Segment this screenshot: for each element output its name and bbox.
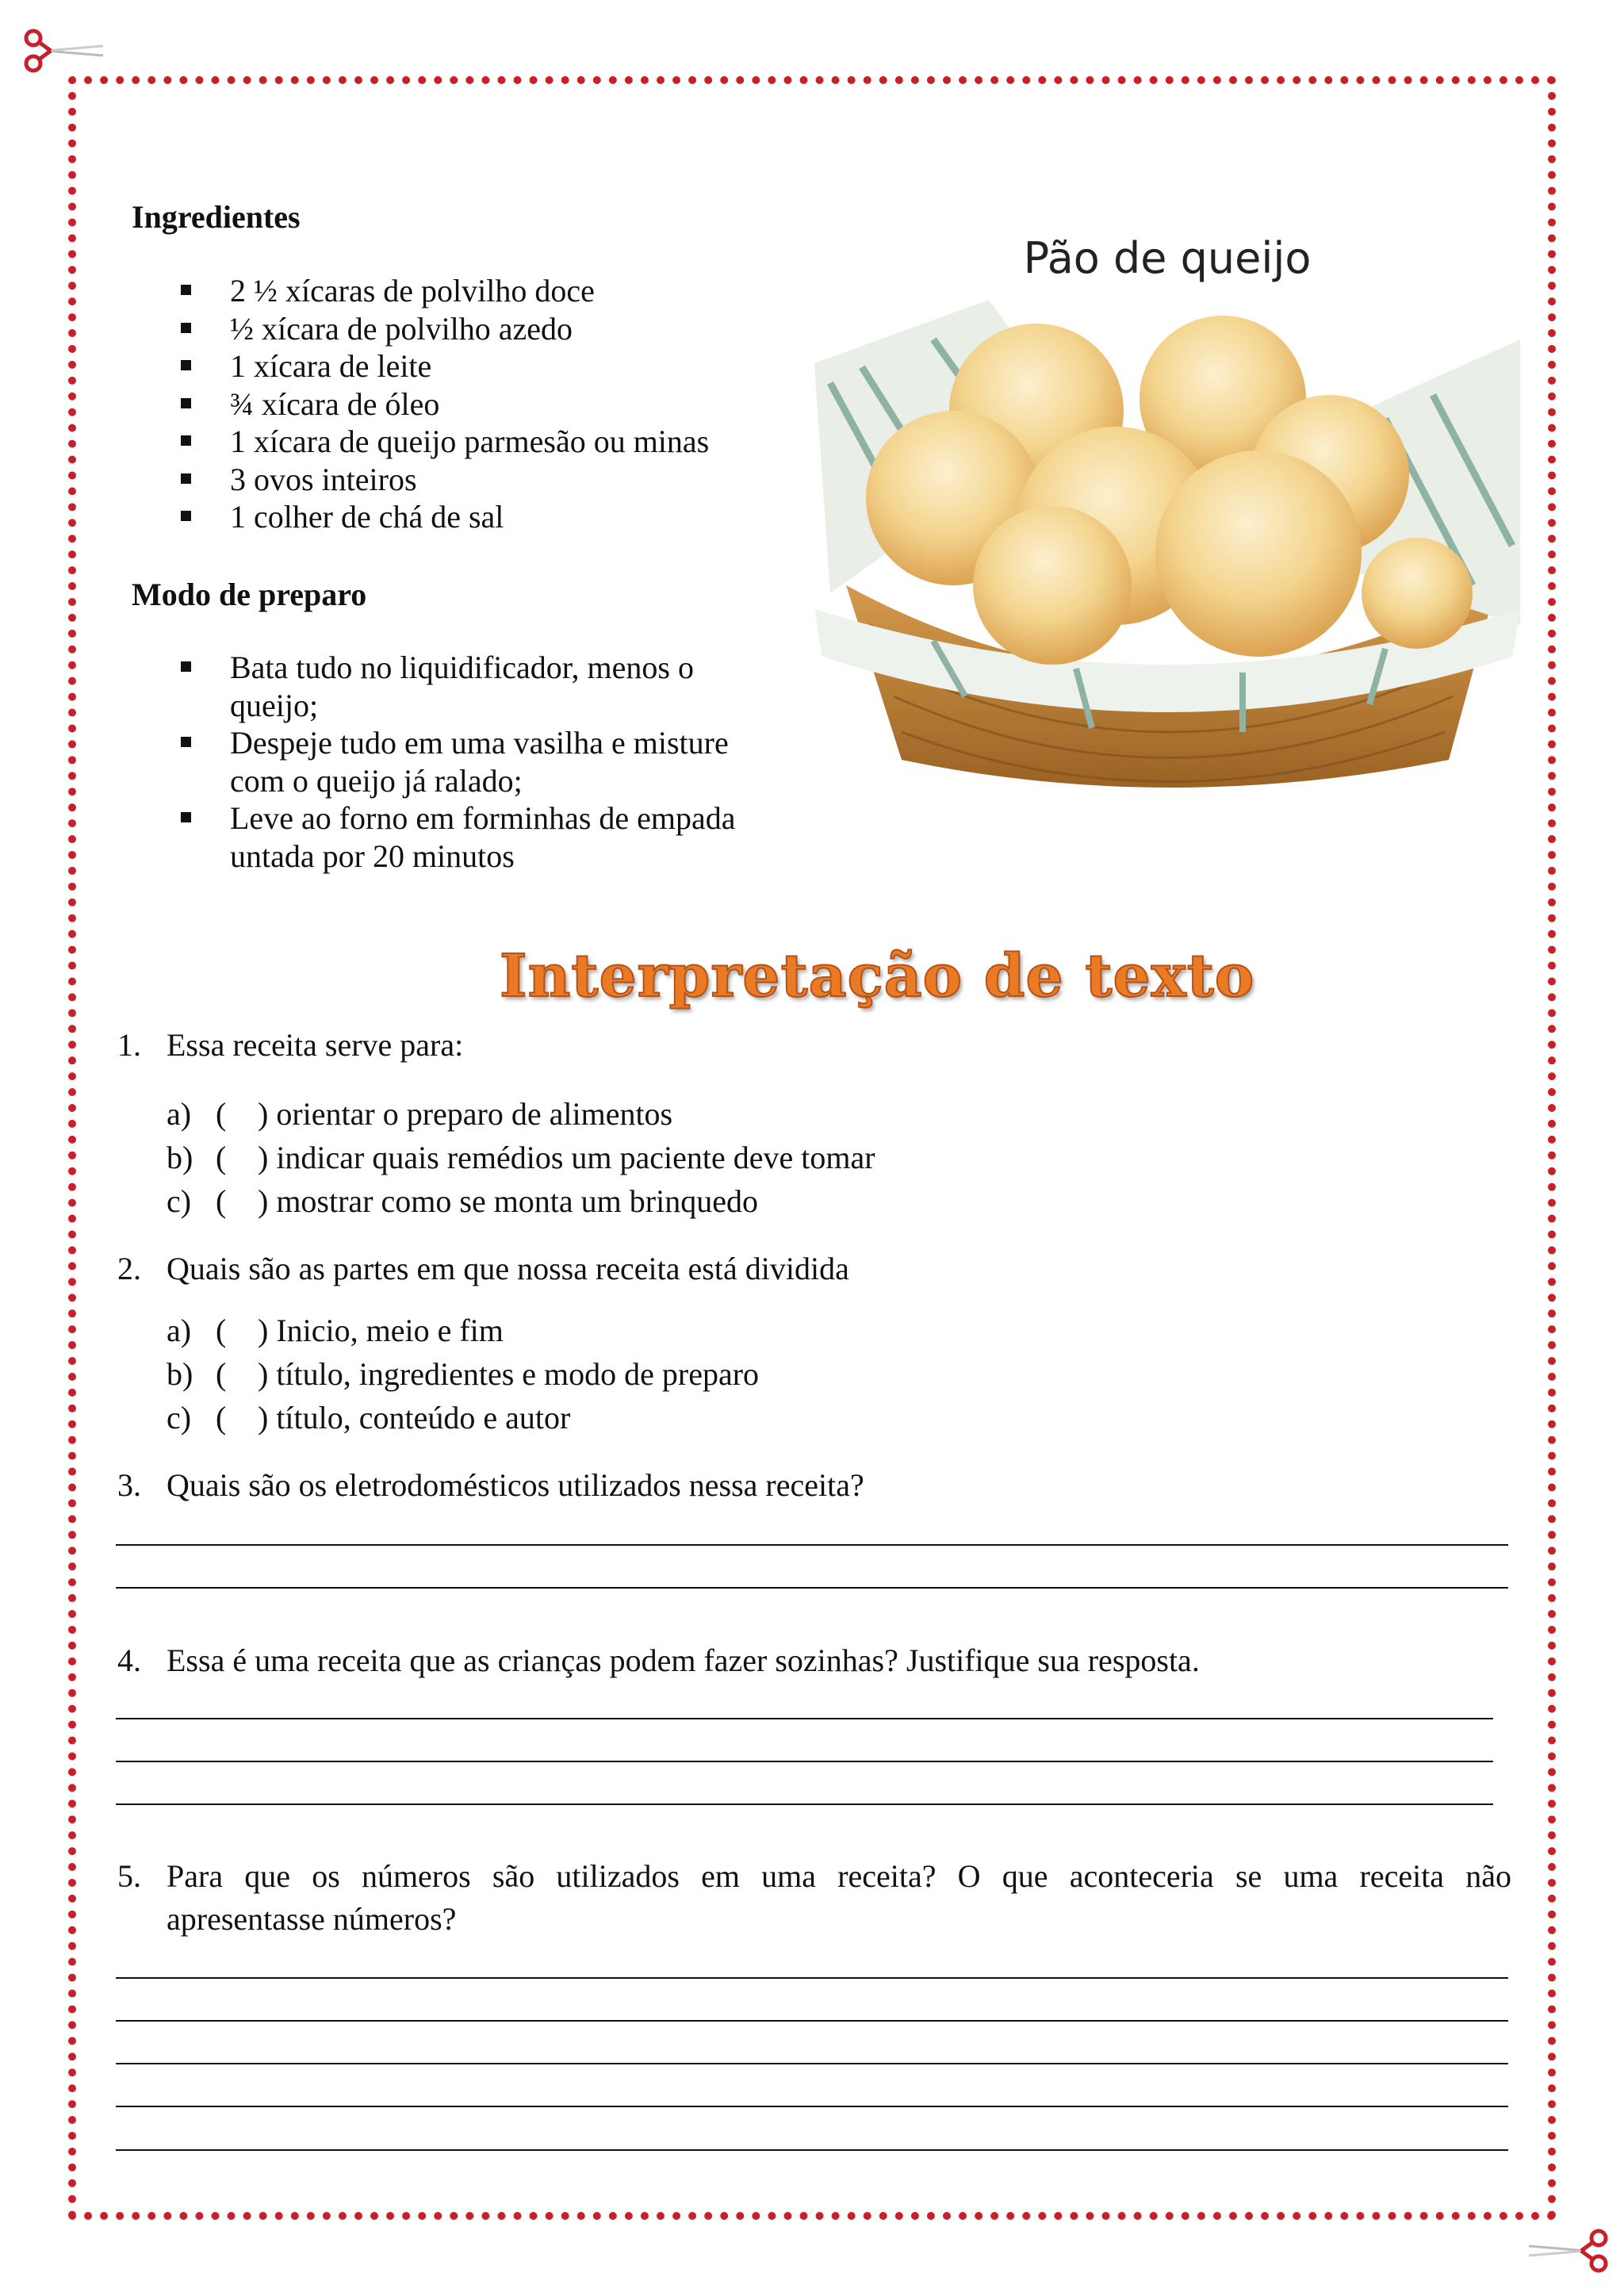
answer-line[interactable] [116, 1544, 1508, 1546]
option-letter: a) [167, 1313, 192, 1348]
question-number: 4. [117, 1642, 141, 1678]
answer-option[interactable] [167, 1139, 1197, 1177]
answer-line[interactable] [116, 2063, 1508, 2064]
answer-line[interactable] [116, 1718, 1493, 1719]
method-step: Leve ao forno em forminhas de empada untada por 20 minutos [181, 799, 783, 875]
question-text: Essa receita serve para: [167, 1027, 464, 1063]
answer-option[interactable] [167, 1312, 1197, 1350]
answer-option[interactable] [167, 1095, 1197, 1133]
exercise-title: Interpretação de texto [500, 942, 1255, 1010]
option-text: ) Inicio, meio e fim [258, 1313, 504, 1348]
question-text: Quais são as partes em que nossa receita está dividida [167, 1251, 849, 1286]
answer-line[interactable] [116, 2106, 1508, 2107]
ingredient-item: ½ xícara de polvilho azedo [181, 310, 799, 348]
ingredients-list [181, 272, 799, 536]
method-step: Bata tudo no liquidificador, menos o queijo; [181, 649, 783, 724]
checkbox-blank[interactable]: ( [216, 1140, 227, 1175]
question-text-continued: apresentasse números? [167, 1901, 457, 1937]
method-list [181, 649, 783, 875]
question-5 [117, 1855, 1513, 1942]
question-3 [117, 1464, 1513, 1508]
answer-line[interactable] [116, 2020, 1508, 2022]
question-number: 5. [117, 1858, 141, 1894]
scissors-icon [19, 27, 106, 75]
checkbox-blank[interactable]: ( [216, 1400, 227, 1435]
answer-line[interactable] [116, 1761, 1493, 1762]
method-heading: Modo de preparo [132, 577, 367, 612]
answer-option[interactable] [167, 1355, 1197, 1393]
option-letter: c) [167, 1183, 192, 1219]
option-text: ) título, conteúdo e autor [258, 1400, 571, 1435]
ingredients-heading: Ingredientes [132, 199, 301, 235]
option-letter: b) [167, 1356, 193, 1392]
question-number: 3. [117, 1467, 141, 1503]
question-number: 1. [117, 1027, 141, 1063]
option-letter: c) [167, 1400, 192, 1435]
question-text: Quais são os eletrodomésticos utilizados nessa receita? [167, 1467, 864, 1503]
question-text: Essa é uma receita que as crianças podem fazer sozinhas? Justifique sua resposta. [167, 1642, 1200, 1678]
checkbox-blank[interactable]: ( [216, 1356, 227, 1392]
checkbox-blank[interactable]: ( [216, 1313, 227, 1348]
question-2 [117, 1248, 1513, 1292]
answer-line[interactable] [116, 1977, 1508, 1979]
question-number: 2. [117, 1251, 141, 1286]
option-text: ) indicar quais remédios um paciente deve tomar [258, 1140, 875, 1175]
checkbox-blank[interactable]: ( [216, 1096, 227, 1132]
question-1 [117, 1024, 1513, 1068]
method-step: Despeje tudo em uma vasilha e misture com o queijo já ralado; [181, 724, 783, 799]
scissors-icon [1526, 2227, 1613, 2275]
question-text: Para que os números são utilizados em uma receita? O que aconteceria se uma receita não [167, 1858, 1511, 1894]
answer-line[interactable] [116, 1587, 1508, 1589]
answer-line[interactable] [116, 1803, 1493, 1805]
option-letter: b) [167, 1140, 193, 1175]
option-text: ) título, ingredientes e modo de preparo [258, 1356, 760, 1392]
checkbox-blank[interactable]: ( [216, 1183, 227, 1219]
bread-basket-illustration [814, 213, 1520, 795]
answer-option[interactable] [167, 1399, 1197, 1437]
ingredient-item: 1 xícara de queijo parmesão ou minas [181, 423, 799, 461]
answer-line[interactable] [116, 2149, 1508, 2151]
option-text: ) mostrar como se monta um brinquedo [258, 1183, 758, 1219]
ingredient-item: 3 ovos inteiros [181, 461, 799, 499]
ingredient-item: ¾ xícara de óleo [181, 385, 799, 424]
question-4 [117, 1639, 1513, 1684]
option-letter: a) [167, 1096, 192, 1132]
answer-option[interactable] [167, 1182, 1197, 1221]
photo-title: Pão de queijo [1023, 233, 1312, 283]
option-text: ) orientar o preparo de alimentos [258, 1096, 673, 1132]
ingredient-item: 1 colher de chá de sal [181, 498, 799, 536]
ingredient-item: 2 ½ xícaras de polvilho doce [181, 272, 799, 310]
ingredient-item: 1 xícara de leite [181, 347, 799, 385]
pao-de-queijo-photo [814, 213, 1520, 795]
